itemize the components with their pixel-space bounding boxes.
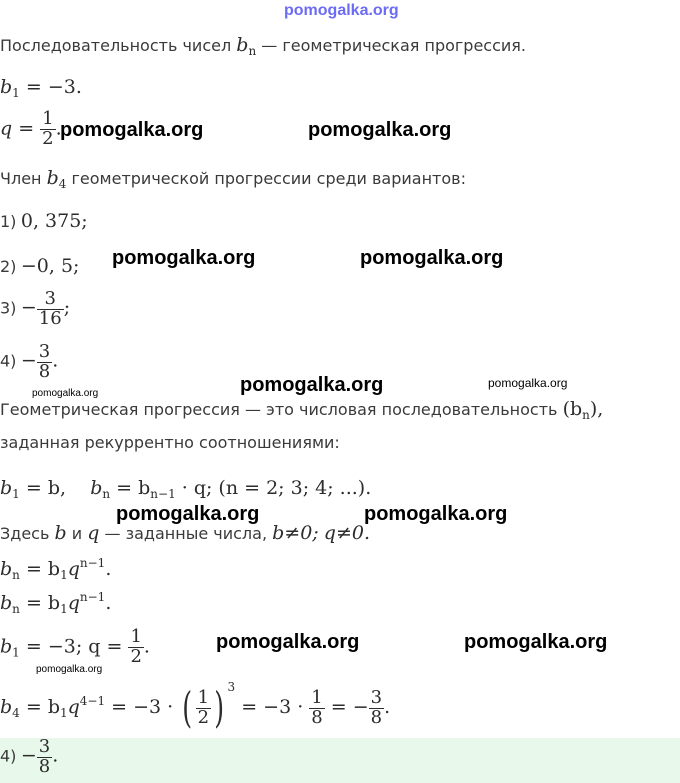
gen-b: b bbox=[0, 558, 13, 580]
watermark: pomogalka.org bbox=[308, 119, 452, 141]
given-b1 bbox=[0, 76, 82, 100]
formula-tail: · q; (n = 2; 3; 4; ...). bbox=[181, 477, 372, 499]
note-q: q bbox=[87, 522, 100, 544]
sub-den: 2 bbox=[130, 645, 142, 667]
calc-end: . bbox=[384, 696, 391, 718]
intro-tail: — геометрическая прогрессия. bbox=[261, 36, 526, 55]
option-1 bbox=[0, 210, 88, 232]
option-value: 0, 375; bbox=[20, 210, 88, 232]
gen-b: b bbox=[0, 592, 13, 614]
answer-line bbox=[0, 738, 58, 777]
watermark-small: pomogalka.org bbox=[32, 388, 99, 399]
option-4 bbox=[0, 343, 58, 382]
calc-fraction bbox=[309, 686, 324, 728]
note-prefix: Здесь bbox=[0, 524, 50, 543]
definition-line-2: заданная рекуррентно соотношениями: bbox=[0, 433, 340, 452]
watermark-small: pomogalka.org bbox=[36, 664, 103, 675]
calc-fraction bbox=[196, 686, 211, 728]
calc-eq: = −3 · bbox=[241, 696, 304, 718]
watermark: pomogalka.org bbox=[112, 247, 256, 269]
calc-fraction bbox=[369, 686, 384, 728]
sub-sub: 1 bbox=[12, 645, 20, 660]
gen-end: . bbox=[105, 558, 112, 580]
q-tail: . bbox=[55, 117, 62, 140]
question-prefix: Член bbox=[0, 169, 42, 188]
sub-num: 1 bbox=[130, 626, 142, 647]
watermark: pomogalka.org bbox=[216, 631, 360, 653]
watermark: pomogalka.org bbox=[464, 631, 608, 653]
answer-sign: − bbox=[20, 744, 37, 767]
watermark: pomogalka.org bbox=[240, 374, 384, 396]
note-cond: b≠0; bbox=[272, 522, 319, 544]
formula-sub: n bbox=[102, 487, 111, 501]
recurrence-formula bbox=[0, 477, 371, 501]
calc-exp: 3 bbox=[227, 680, 236, 694]
option-fraction bbox=[37, 343, 52, 382]
q-fraction bbox=[40, 110, 55, 149]
gen-sub: 1 bbox=[60, 602, 68, 616]
option-value: −0, 5; bbox=[20, 255, 80, 277]
definition-sub: n bbox=[582, 408, 590, 422]
general-formula bbox=[0, 556, 111, 582]
general-formula bbox=[0, 590, 111, 616]
watermark: pomogalka.org bbox=[116, 503, 260, 525]
sub-end: . bbox=[143, 635, 150, 658]
left-paren: ( bbox=[182, 683, 193, 732]
calc-eq: = − bbox=[330, 696, 369, 718]
gen-end: . bbox=[105, 592, 112, 614]
option-num: 3 bbox=[37, 290, 64, 310]
formula-eq: = b, bbox=[25, 477, 67, 499]
intro-line bbox=[0, 34, 526, 58]
option-3 bbox=[0, 290, 70, 329]
gen-eq: = b bbox=[25, 558, 61, 580]
option-label: 3) bbox=[0, 298, 17, 318]
b1-var: b bbox=[0, 76, 13, 98]
definition-seq: (b bbox=[562, 398, 583, 420]
sub-eq: = −3; q = bbox=[25, 635, 123, 658]
definition-line-1 bbox=[0, 398, 603, 422]
gen-eq: = b bbox=[25, 592, 61, 614]
calc-eq: = −3 · bbox=[111, 696, 174, 718]
calc-sub: 1 bbox=[59, 706, 68, 720]
definition-text: Геометрическая прогрессия — это числовая последовательность bbox=[0, 400, 558, 419]
option-2 bbox=[0, 255, 79, 277]
watermark: pomogalka.org bbox=[360, 247, 504, 269]
q-lhs: q = bbox=[0, 117, 35, 140]
definition-close: ), bbox=[589, 398, 604, 420]
watermark: pomogalka.org bbox=[60, 119, 204, 141]
calc-eq: = b bbox=[25, 696, 60, 718]
calc-b: b bbox=[0, 696, 13, 718]
sub-fraction bbox=[128, 628, 143, 667]
gen-pow: n−1 bbox=[79, 556, 106, 570]
calc-num: 1 bbox=[311, 686, 323, 708]
gen-q: q bbox=[67, 558, 80, 580]
calculation-line bbox=[0, 680, 391, 732]
option-label: 2) bbox=[0, 257, 17, 276]
intro-text: Последовательность чисел bbox=[0, 36, 232, 55]
option-label: 4) bbox=[0, 351, 17, 371]
answer-num: 3 bbox=[38, 736, 51, 757]
intro-sub: n bbox=[248, 44, 257, 58]
option-tail: ; bbox=[63, 296, 71, 319]
calc-q: q bbox=[67, 696, 80, 718]
gen-sub: n bbox=[12, 568, 20, 582]
gen-sub: n bbox=[12, 602, 20, 616]
right-paren: ) bbox=[214, 683, 225, 732]
given-q bbox=[0, 110, 62, 149]
calc-num: 1 bbox=[197, 686, 210, 708]
calc-den: 2 bbox=[197, 706, 210, 728]
calc-num: 3 bbox=[370, 686, 383, 708]
watermark-top[interactable]: pomogalka.org bbox=[284, 2, 399, 19]
watermark: pomogalka.org bbox=[364, 503, 508, 525]
answer-den: 8 bbox=[38, 755, 51, 777]
note-and: и bbox=[71, 524, 83, 543]
calc-pow: 4−1 bbox=[79, 694, 106, 708]
answer-highlight bbox=[0, 738, 680, 783]
substitution-line bbox=[0, 628, 150, 667]
option-den: 8 bbox=[38, 360, 51, 382]
question-var: b bbox=[46, 167, 59, 189]
question-tail: геометрической прогрессии среди вариантов: bbox=[71, 169, 466, 188]
b1-sub: 1 bbox=[12, 86, 20, 100]
calc-den: 8 bbox=[370, 706, 383, 728]
option-fraction bbox=[37, 290, 64, 329]
q-den: 2 bbox=[42, 127, 54, 149]
formula-eq: = b bbox=[116, 477, 151, 499]
option-tail: . bbox=[52, 349, 59, 372]
watermark-small: pomogalka.org bbox=[488, 376, 568, 390]
answer-fraction bbox=[37, 738, 52, 777]
answer-label: 4) bbox=[0, 746, 17, 766]
formula-bn: b bbox=[90, 477, 103, 499]
option-den: 16 bbox=[38, 307, 62, 329]
sub-b: b bbox=[0, 635, 13, 658]
note-tail: — заданные числа, bbox=[104, 524, 268, 543]
formula-sub: 1 bbox=[12, 487, 20, 501]
option-label: 1) bbox=[0, 212, 17, 231]
answer-end: . bbox=[52, 744, 59, 767]
note-cond: q≠0. bbox=[323, 522, 371, 544]
intro-var: b bbox=[236, 34, 249, 56]
b1-value: = −3. bbox=[25, 76, 82, 98]
gen-sub: 1 bbox=[60, 568, 68, 582]
option-num: 3 bbox=[38, 341, 51, 362]
formula-b: b bbox=[0, 477, 13, 499]
q-num: 1 bbox=[42, 108, 54, 129]
gen-q: q bbox=[67, 592, 80, 614]
option-sign: − bbox=[20, 296, 37, 319]
calc-sub: 4 bbox=[12, 706, 20, 720]
question-line bbox=[0, 167, 466, 191]
calc-den: 8 bbox=[311, 706, 323, 728]
gen-pow: n−1 bbox=[79, 590, 106, 604]
note-b: b bbox=[54, 522, 67, 544]
formula-sub: n−1 bbox=[150, 487, 176, 501]
question-sub: 4 bbox=[58, 177, 67, 191]
option-sign: − bbox=[20, 349, 37, 372]
